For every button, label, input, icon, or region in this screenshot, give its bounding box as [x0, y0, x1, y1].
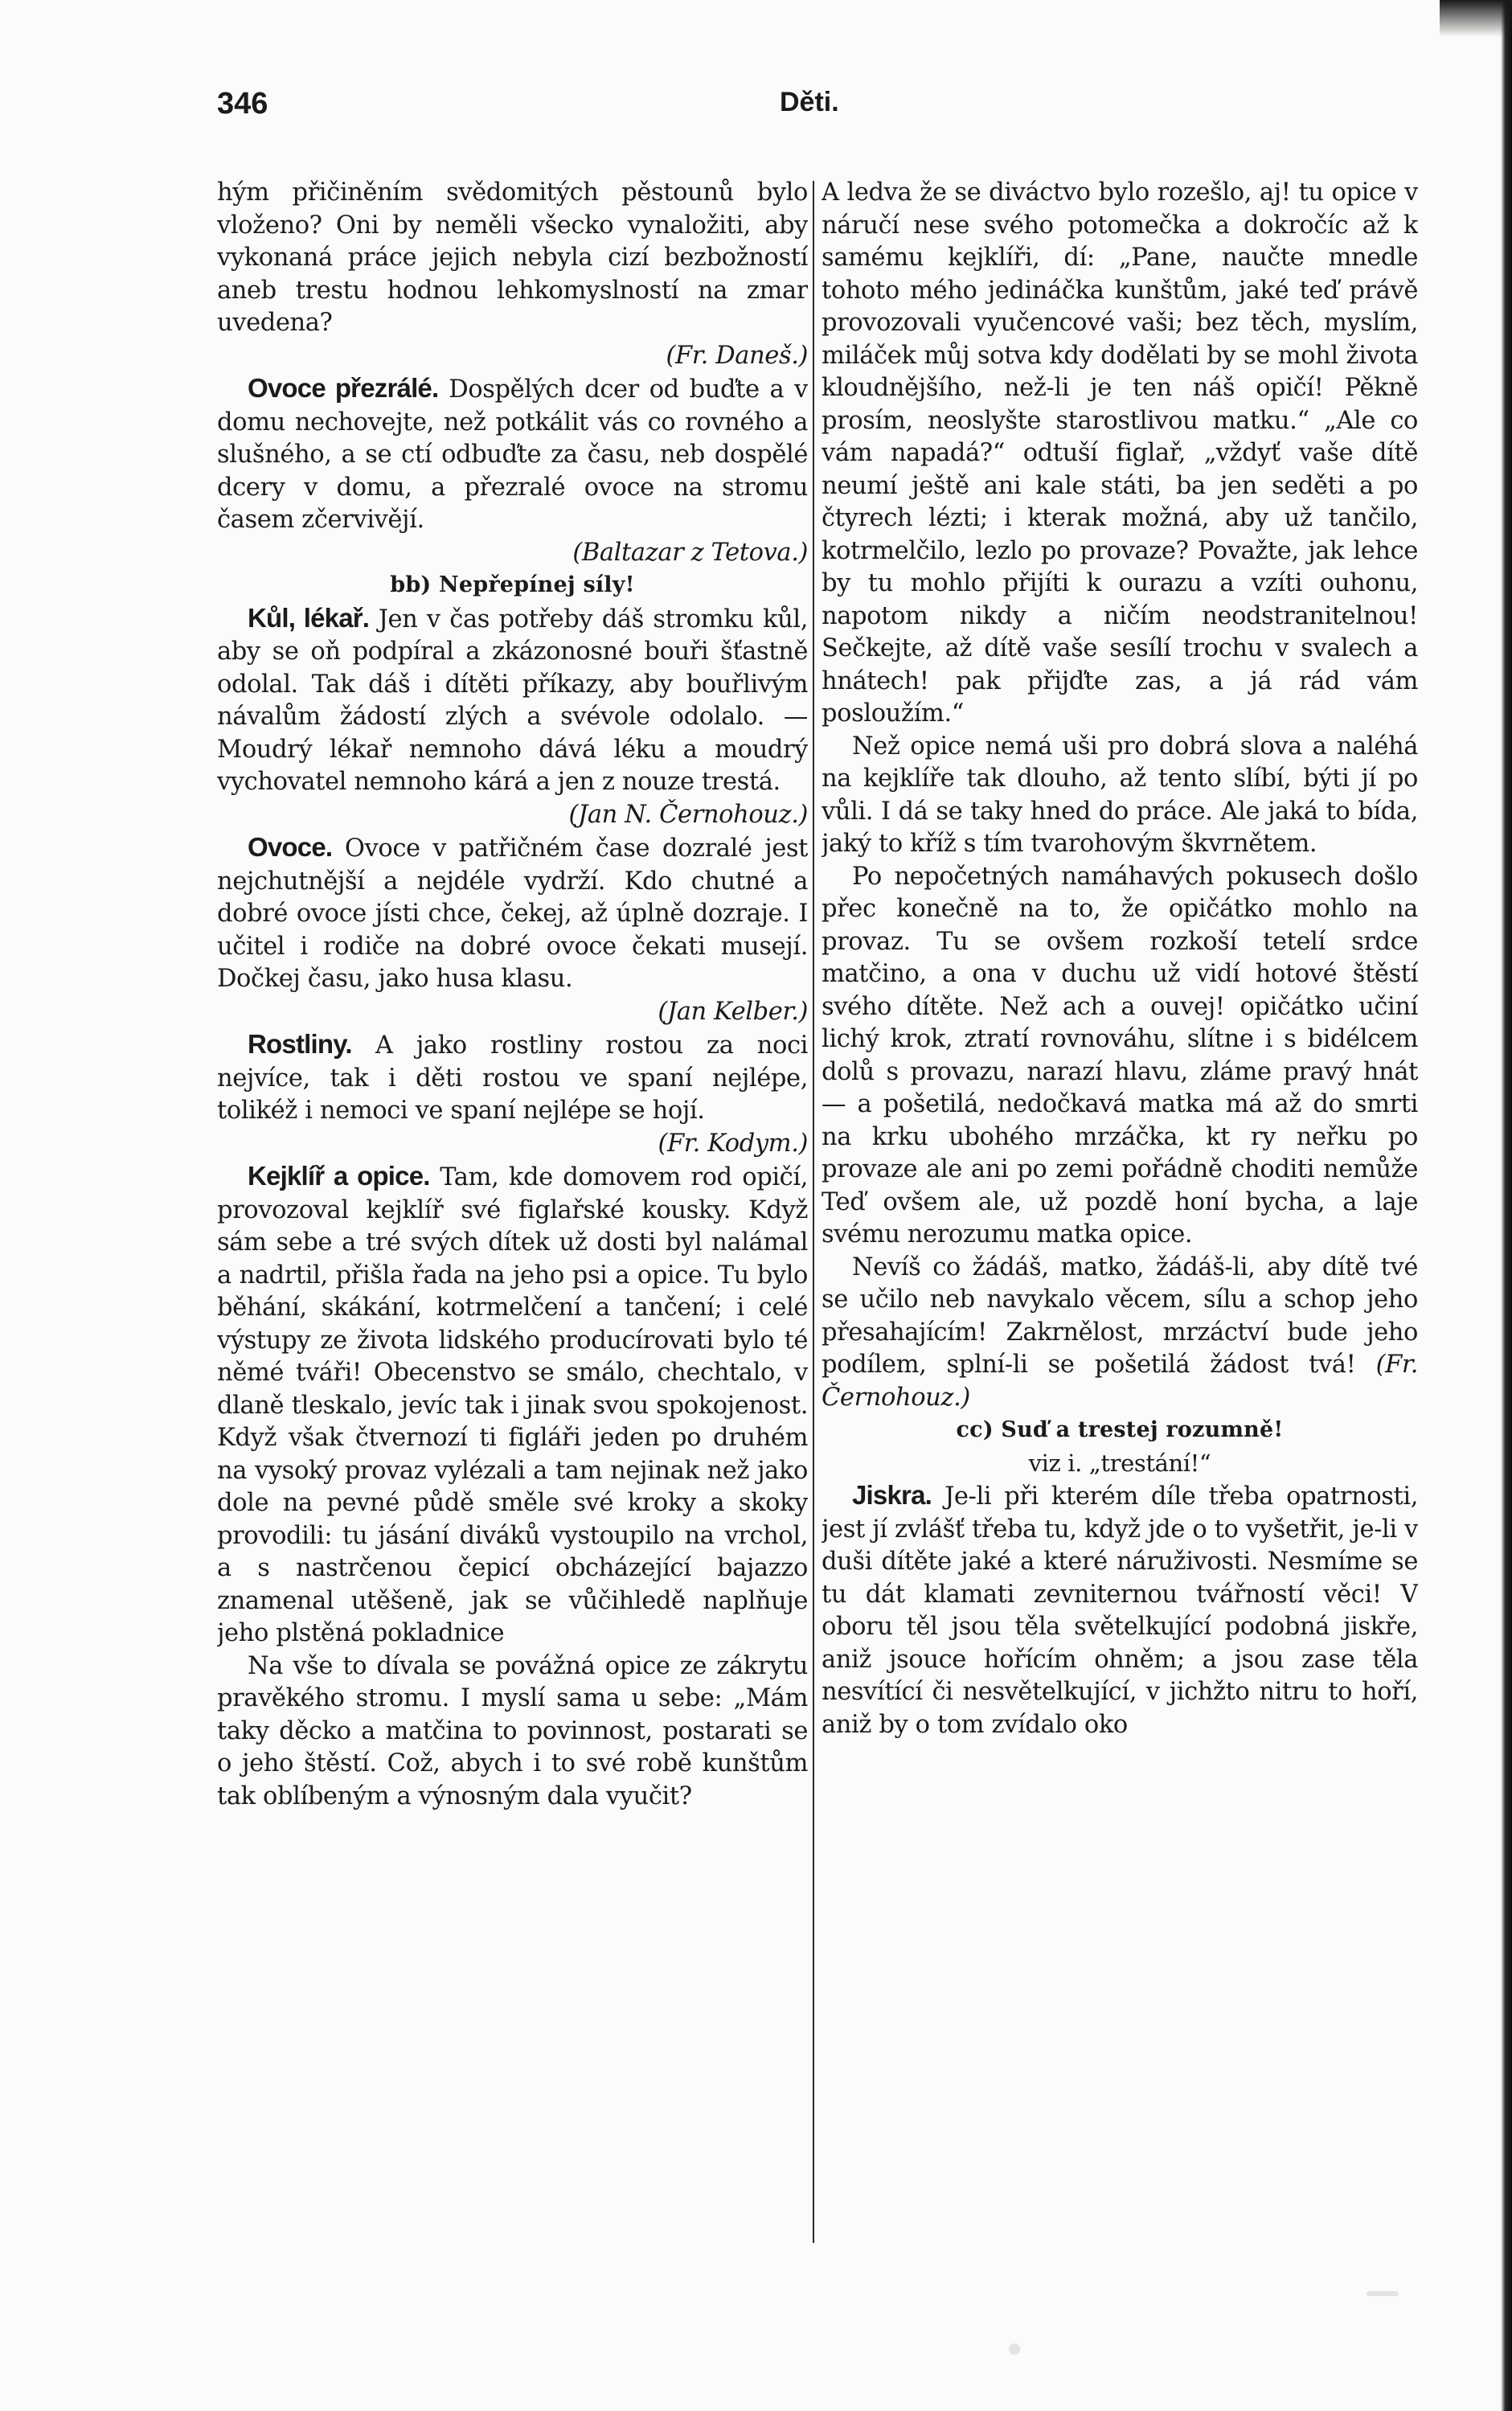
entry-text: Ovoce v patřičném čase dozralé jest nejchutnější a nejdéle vydrží. Kdo chutné a dobré ovoce jísti chce, čekej, až úplně dozraje. I učitel i rodiče na dobré ovoce čekati musejí. Dočkej času, jako husa klasu. [217, 834, 808, 993]
paragraph: hým přičiněním svědomitých pěstounů bylo vloženo? Oni by neměli všecko vynaložiti, aby vykonaná práce jejich nebyla cizí bezbožností aneb trestu hodnou lehkomyslností na zmar uvedena? [217, 178, 808, 337]
entry-heading: Ovoce. [248, 832, 333, 862]
column-divider [813, 181, 814, 2243]
entry-text: A jako rostliny rostou za noci nejvíce, tak i děti rostou ve spaní nejlépe, tolikéž i nemoci ve spaní nejlépe se hojí. [217, 1031, 808, 1125]
section-subheading: bb) Nepřepínej síly! [390, 572, 635, 597]
left-column [217, 177, 808, 2251]
entry-jiskra [822, 1479, 1418, 1741]
author-attribution: (Baltazar z Tetova.) [572, 538, 808, 567]
scan-corner-shadow [1440, 0, 1512, 37]
cross-reference: viz i. „trestání!“ [1028, 1449, 1211, 1477]
author-attribution: (Fr. Kodym.) [658, 1129, 808, 1158]
entry-heading: Rostliny. [248, 1029, 352, 1059]
scan-edge [1501, 0, 1512, 2411]
page-header [217, 87, 1423, 135]
section-subheading: cc) Suď a trestej rozumně! [956, 1417, 1284, 1442]
entry-ovoce [217, 831, 808, 996]
paragraph: Než opice nemá uši pro dobrá slova a naléhá na kejklíře tak dlouho, až tento slíbí, býti jí po vůli. I dá se taky hned do práce. Ale jaká to bída, jaký to kříž s tím tvarohovým škvrnětem. [822, 732, 1418, 858]
entry-text: Dospělých dcer od buďte a v domu nechovejte, než potkálit vás co rovného a slušného, a se ctí odbuďte za času, neb dospělé dcery v domu, a přezralé ovoce na stromu časem zčervivějí. [217, 375, 808, 534]
paragraph-text: Nevíš co žádáš, matko, žádáš-li, aby dítě tvé se učilo neb navykalo věcem, sílu a schop jeho přesahajícím! Zakrnělost, mrzáctví bude jeho podílem, splní-li se pošetilá žádost tvá! [822, 1253, 1418, 1379]
paragraph [822, 1252, 1418, 1415]
entry-text: Je-li při kterém díle třeba opatrnosti, jest jí zvlášť třeba tu, když jde o to vyšetřit, je-li v duši dítěte jaké a které náruživosti. Nesmíme se tu dát klamati zevniternou tvářností věci! V oboru těl jsou těla světelkující podobná jiskře, aniž jsouce hořícím ohněm; a jsou zase těla nesvítící či nesvětelkující, v jichžto nitru to hoří, aniž by o tom zvídalo oko [822, 1482, 1418, 1739]
entry-text: Tam, kde domovem rod opičí, provozoval kejklíř své figlařské kousky. Když sám sebe a tré svých dítek už dosti byl nalámal a nadrtil, přišla řada na jeho psi a opice. Tu bylo běhání, skákání, kotrmelčení a tančení; i celé výstupy ze života lidského producírovati bylo té němé tváři! Obecenstvo se smálo, chechtalo, v dlaně tleskalo, jevíc tak i jinak svou spokojenost. Když však čtvernozí ti figláři jeden po druhém na vysoký provaz vylézali a tam nejinak než jako dole na pevné půdě směle své kroky a skoky provodili: tu jásání diváků vystoupilo na vrchol, a s nastrčenou čepicí obcházející bajazzo znamenal utěšeně, jak se vůčihledě naplňuje jeho plstěná pokladnice [217, 1163, 808, 1647]
scan-smudge [1367, 2291, 1399, 2296]
author-attribution: (Fr. Daneš.) [666, 341, 808, 370]
author-attribution: (Jan Kelber.) [658, 997, 808, 1026]
entry-heading: Jiskra. [852, 1480, 932, 1510]
right-column [822, 177, 1418, 2251]
paragraph: A ledva že se diváctvo bylo rozešlo, aj! tu opice v náručí nese svého potomečka a dokročíc až k samému kejklíři, dí: „Pane, naučte mnedle tohoto mého jedináčka kunštům, jaké teď právě provozovali vyučencové vaši; bez těch, myslím, miláček můj sotva kdy dodělati by se mohl života kloudnějšího, než-li je ten náš opičí! Pěkně prosím, neoslyšte starostlivou matku.“ „Ale co vám napadá?“ odtuší figlař, „vždyť vaše dítě neumí ještě ani kale státi, ba jen seděti a po čtyrech lézti; i kterak možná, aby už tančilo, kotrmelčilo, lezlo po provaze? Považte, jak lehce by tu mohlo přijíti k ourazu a vzíti ouhonu, napotom nikdy a ničím neodstranitelnou! Sečkejte, až dítě vaše sesílí trochu v svalech a hnátech! pak přijďte zas, a já rád vám posloužím.“ [822, 178, 1418, 728]
author-attribution: (Fr. Černohouz.) [822, 1351, 1418, 1412]
entry-ovoce-prezrale [217, 372, 808, 537]
entry-rostliny [217, 1028, 808, 1128]
entry-text: Jen v čas potřeby dáš stromku kůl, aby se oň podpíral a zkázonosné bouři šťastně odolal. Tak dáš i dítěti příkazy, aby bouřlivým návalům žádostí zlých a svévole odolalo. — Moudrý lékař nemnoho dává léku a moudrý vychovatel nemnoho kárá a jen z nouze trestá. [217, 605, 808, 796]
running-title: Děti. [780, 87, 839, 117]
entry-heading: Kejklíř a opice. [248, 1161, 430, 1191]
entry-heading: Ovoce přezrálé. [248, 373, 439, 403]
paragraph: Na vše to dívala se povážná opice ze zákrytu pravěkého stromu. I myslí sama u sebe: „Mám taky děcko a matčina to povinnost, postarati se o jeho štěstí. Což, abych i to své robě kunštům tak oblíbeným a výnosným dala vyučit? [217, 1651, 808, 1810]
page-number: 346 [217, 87, 268, 121]
entry-kejklir-a-opice [217, 1160, 808, 1650]
paragraph: Po nepočetných namáhavých pokusech došlo přec konečně na to, že opičátko mohlo na provaz. Tu se ovšem rozkoší tetelí srdce matčino, a ona v duchu už vidí hotové štěstí svého dítěte. Než ach a ouvej! opičátko učiní lichý krok, ztratí rovnováhu, slítne i s bidélcem dolů s provazu, narazí hlavu, zláme pravý hnát — a pošetilá, nedočkavá matka má až do smrti na krku ubohého mrzáčka, kt ry neřku po provaze ale ani po zemi pořádně choditi nemůže Teď ovšem ale, už pozdě honí bycha, a laje svému nerozumu matka opice. [822, 862, 1418, 1249]
scan-smudge [1009, 2343, 1020, 2355]
author-attribution: (Jan N. Černohouz.) [568, 800, 808, 829]
entry-kul-lekar [217, 602, 808, 799]
entry-heading: Kůl, lékař. [248, 602, 370, 633]
